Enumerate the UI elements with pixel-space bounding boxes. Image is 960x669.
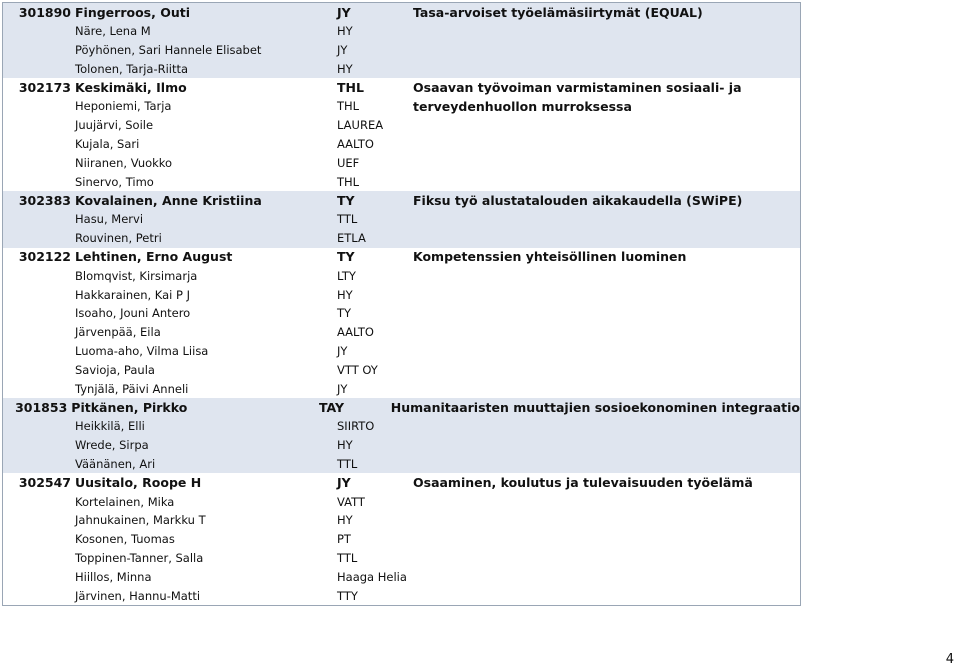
group-lead-row <box>3 473 800 492</box>
organization: THL <box>337 80 364 96</box>
project-title: Fiksu työ alustatalouden aikakaudella (SWiPE) <box>413 193 743 209</box>
member-row <box>3 116 800 135</box>
organization: AALTO <box>337 325 374 340</box>
project-id: 301890 <box>18 4 71 20</box>
organization: VTT OY <box>337 362 378 377</box>
group-lead-row <box>3 248 800 267</box>
organization: TTL <box>337 212 358 227</box>
member-row <box>3 379 800 398</box>
member-row <box>3 511 800 530</box>
member-row <box>3 530 800 549</box>
organization: HY <box>337 24 353 39</box>
member-row <box>3 97 800 116</box>
project-id: 302547 <box>18 475 71 491</box>
researcher-name: Väänänen, Ari <box>75 456 156 471</box>
project-title: terveydenhuollon murroksessa <box>413 98 632 114</box>
researcher-name: Heikkilä, Elli <box>75 419 145 434</box>
organization: JY <box>337 4 351 20</box>
organization: TY <box>337 193 355 209</box>
group-lead-row <box>3 398 800 417</box>
researcher-name: Kortelainen, Mika <box>75 494 175 509</box>
researcher-name: Juujärvi, Soile <box>75 118 154 133</box>
member-row <box>3 266 800 285</box>
member-row <box>3 229 800 248</box>
organization: TY <box>337 306 352 321</box>
researcher-name: Toppinen-Tanner, Salla <box>75 550 204 565</box>
member-row <box>3 210 800 229</box>
researcher-name: Heponiemi, Tarja <box>75 99 172 114</box>
researcher-name: Wrede, Sirpa <box>75 438 149 453</box>
member-row <box>3 323 800 342</box>
organization: AALTO <box>337 137 374 152</box>
researcher-name: Tolonen, Tarja-Riitta <box>75 61 189 76</box>
project-id: 302173 <box>18 80 71 96</box>
organization: THL <box>337 174 360 189</box>
researcher-name: Uusitalo, Roope H <box>75 475 202 491</box>
organization: THL <box>337 99 360 114</box>
researcher-name: Blomqvist, Kirsimarja <box>75 268 198 283</box>
researcher-name: Kovalainen, Anne Kristiina <box>75 193 262 209</box>
organization: HY <box>337 287 353 302</box>
member-row <box>3 135 800 154</box>
researcher-name: Isoaho, Jouni Antero <box>75 306 191 321</box>
organization: LTY <box>337 268 356 283</box>
member-row <box>3 567 800 586</box>
group-lead-row <box>3 191 800 210</box>
organization: HY <box>337 61 353 76</box>
project-table <box>2 2 801 606</box>
member-row <box>3 41 800 60</box>
member-row <box>3 492 800 511</box>
page-number: 4 <box>945 652 954 667</box>
researcher-name: Hasu, Mervi <box>75 212 144 227</box>
member-row <box>3 360 800 379</box>
organization: HY <box>337 438 353 453</box>
organization: TTL <box>337 550 358 565</box>
researcher-name: Sinervo, Timo <box>75 174 154 189</box>
researcher-name: Pitkänen, Pirkko <box>71 399 188 415</box>
organization: TY <box>337 249 355 265</box>
member-row <box>3 172 800 191</box>
organization: JY <box>337 381 348 396</box>
member-row <box>3 549 800 568</box>
project-id: 302122 <box>18 249 71 265</box>
researcher-name: Niiranen, Vuokko <box>75 155 173 170</box>
member-row <box>3 22 800 41</box>
organization: VATT <box>337 494 365 509</box>
group-lead-row <box>3 78 800 97</box>
member-row <box>3 436 800 455</box>
member-row <box>3 586 800 605</box>
project-title: Humanitaaristen muuttajien sosioekonominen integraatio <box>390 399 801 415</box>
member-row <box>3 285 800 304</box>
researcher-name: Näre, Lena M <box>75 24 151 39</box>
organization: JY <box>337 475 351 491</box>
researcher-name: Pöyhönen, Sari Hannele Elisabet <box>75 43 262 58</box>
researcher-name: Kosonen, Tuomas <box>75 532 175 547</box>
member-row <box>3 455 800 474</box>
organization: LAUREA <box>337 118 384 133</box>
researcher-name: Keskimäki, Ilmo <box>75 80 187 96</box>
researcher-name: Savioja, Paula <box>75 362 155 377</box>
researcher-name: Hakkarainen, Kai P J <box>75 287 191 302</box>
member-row <box>3 304 800 323</box>
organization: ETLA <box>337 231 366 246</box>
project-id: 301853 <box>15 399 68 415</box>
organization: Haaga Helia <box>337 569 407 584</box>
researcher-name: Rouvinen, Petri <box>75 231 162 246</box>
researcher-name: Järvinen, Hannu-Matti <box>75 588 201 603</box>
organization: TTL <box>337 456 358 471</box>
project-title: Tasa-arvoiset työelämäsiirtymät (EQUAL) <box>413 4 703 20</box>
member-row <box>3 342 800 361</box>
project-title: Osaaminen, koulutus ja tulevaisuuden työelämä <box>413 475 753 491</box>
member-row <box>3 59 800 78</box>
member-row <box>3 154 800 173</box>
researcher-name: Kujala, Sari <box>75 137 140 152</box>
organization: HY <box>337 513 353 528</box>
project-id: 302383 <box>18 193 71 209</box>
member-row <box>3 417 800 436</box>
researcher-name: Jahnukainen, Markku T <box>75 513 206 528</box>
researcher-name: Luoma-aho, Vilma Liisa <box>75 344 209 359</box>
organization: JY <box>337 43 348 58</box>
project-title: Osaavan työvoiman varmistaminen sosiaali- ja <box>413 80 742 96</box>
organization: JY <box>337 344 348 359</box>
researcher-name: Lehtinen, Erno August <box>75 249 233 265</box>
group-lead-row <box>3 3 800 22</box>
organization: PT <box>337 532 351 547</box>
researcher-name: Fingerroos, Outi <box>75 4 190 20</box>
organization: TTY <box>337 588 358 603</box>
researcher-name: Hiillos, Minna <box>75 569 152 584</box>
organization: TAY <box>318 399 345 415</box>
researcher-name: Järvenpää, Eila <box>75 325 161 340</box>
organization: SIIRTO <box>337 419 375 434</box>
organization: UEF <box>337 155 360 170</box>
project-title: Kompetenssien yhteisöllinen luominen <box>413 249 687 265</box>
researcher-name: Tynjälä, Päivi Anneli <box>75 381 189 396</box>
